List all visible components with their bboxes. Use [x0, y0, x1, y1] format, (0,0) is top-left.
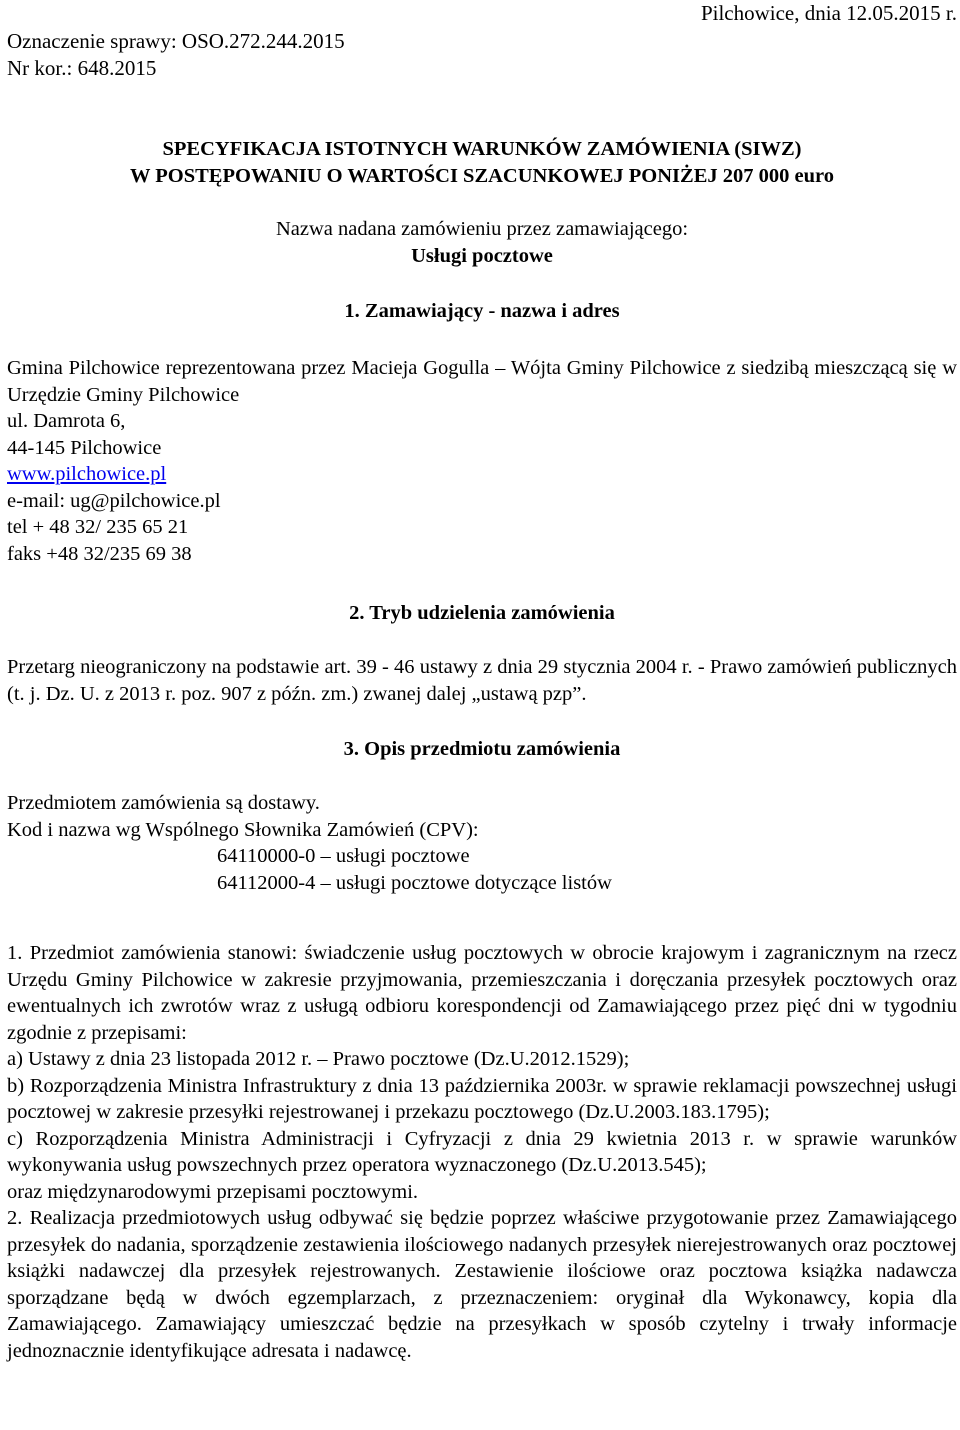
cpv-code-1: 64110000-0 – usługi pocztowe [217, 845, 470, 867]
order-name-label: Nazwa nadana zamówieniu przez zamawiającego: [275, 218, 689, 240]
phone-number: tel + 48 32/ 235 65 21 [7, 516, 189, 538]
case-reference: Oznaczenie sprawy: OSO.272.244.2015 [7, 29, 345, 53]
order-name-value: Usługi pocztowe [411, 244, 553, 267]
section-1-heading: 1. Zamawiający - nazwa i adres [344, 300, 620, 322]
section-3-intro [7, 790, 957, 896]
header-left [7, 28, 345, 82]
section-2-text: Przetarg nieograniczony na podstawie art. 39 - 46 ustawy z dnia 29 stycznia 2004 r. - Prawo zamówień publicznych (t. j. Dz. U. z 2013 r. poz. 907 z późn. zm.) zwanej dalej „ustawą pzp”. [7, 656, 957, 705]
contracting-authority-intro: Gmina Pilchowice reprezentowana przez Macieja Gogulla – Wójta Gminy Pilchowice z siedzibą mieszczącą się w Urzędzie Gminy Pilchowice [7, 357, 957, 406]
registry-number: Nr kor.: 648.2015 [7, 56, 157, 80]
email-address: e-mail: ug@pilchowice.pl [7, 489, 221, 512]
regulation-c-end: oraz międzynarodowymi przepisami pocztowymi. [7, 1180, 419, 1203]
title-line-2: W POSTĘPOWANIU O WARTOŚCI SZACUNKOWEJ PONIŻEJ 207 000 euro [130, 165, 834, 187]
cpv-label: Kod i nazwa wg Wspólnego Słownika Zamówień (CPV): [7, 818, 479, 841]
address-street: ul. Damrota 6, [7, 410, 126, 432]
regulation-b: b) Rozporządzenia Ministra Infrastruktury z dnia 13 października 2003r. w sprawie reklamacji powszechnej usługi pocztowej w zakresie przesyłki rejestrowanej i przekazu pocztowego (Dz.U.2003.183.1795); [7, 1074, 957, 1123]
place-and-date: Pilchowice, dnia 12.05.2015 r. [700, 1, 957, 25]
cpv-code-2: 64112000-4 – usługi pocztowe dotyczące listów [217, 871, 612, 894]
subject-statement: Przedmiotem zamówienia są dostawy. [7, 792, 320, 814]
section-3-body [7, 940, 957, 1364]
website-link[interactable]: www.pilchowice.pl [7, 463, 167, 485]
regulation-a: a) Ustawy z dnia 23 listopada 2012 r. – Prawo pocztowe (Dz.U.2012.1529); [7, 1048, 630, 1070]
section-1-body [7, 355, 957, 567]
fax-number: faks +48 32/235 69 38 [7, 542, 192, 565]
title-line-1: SPECYFIKACJA ISTOTNYCH WARUNKÓW ZAMÓWIENIA (SIWZ) [162, 138, 802, 160]
paragraph-1: 1. Przedmiot zamówienia stanowi: świadczenie usług pocztowych w obrocie krajowym i zagranicznym na rzecz Urzędu Gminy Pilchowice w zakresie przyjmowania, przemieszczania i doręczania przesyłek pocztowych oraz ewentualnych ich zwrotów wraz z usługą odbioru korespondencji od Zamawiającego przez pięć dni w tygodniu zgodnie z przepisami: [7, 942, 957, 1044]
order-name-block [7, 216, 957, 269]
section-2-heading: 2. Tryb udzielenia zamówienia [349, 602, 615, 624]
address-city: 44-145 Pilchowice [7, 436, 162, 459]
header-right [701, 0, 957, 27]
regulation-c: c) Rozporządzenia Ministra Administracji i Cyfryzacji z dnia 29 kwietnia 2013 r. w sprawie warunków wykonywania usług powszechnych przez operatora wyznaczonego (Dz.U.2013.545); [7, 1127, 957, 1176]
document-title [7, 136, 957, 190]
paragraph-2: 2. Realizacja przedmiotowych usług odbywać się będzie poprzez właściwe przygotowanie przez Zamawiającego przesyłek do nadania, sporządzenie zestawienia ilościowego nadanych przesyłek nierejestrowanych oraz pocztowej książki nadawczej dla przesyłek rejestrowanych. Zestawienie ilościowe oraz pocztowa książka nadawcza sporządzane będą w dwóch egzemplarzach, z przeznaczeniem: oryginał dla Wykonawcy, kopia dla Zamawiającego. Zamawiający umieszczać będzie na przesyłkach w sposób czytelny i trwały informacje jednoznacznie identyfikujące adresata i nadawcę. [7, 1207, 957, 1362]
section-3-heading: 3. Opis przedmiotu zamówienia [343, 738, 621, 760]
